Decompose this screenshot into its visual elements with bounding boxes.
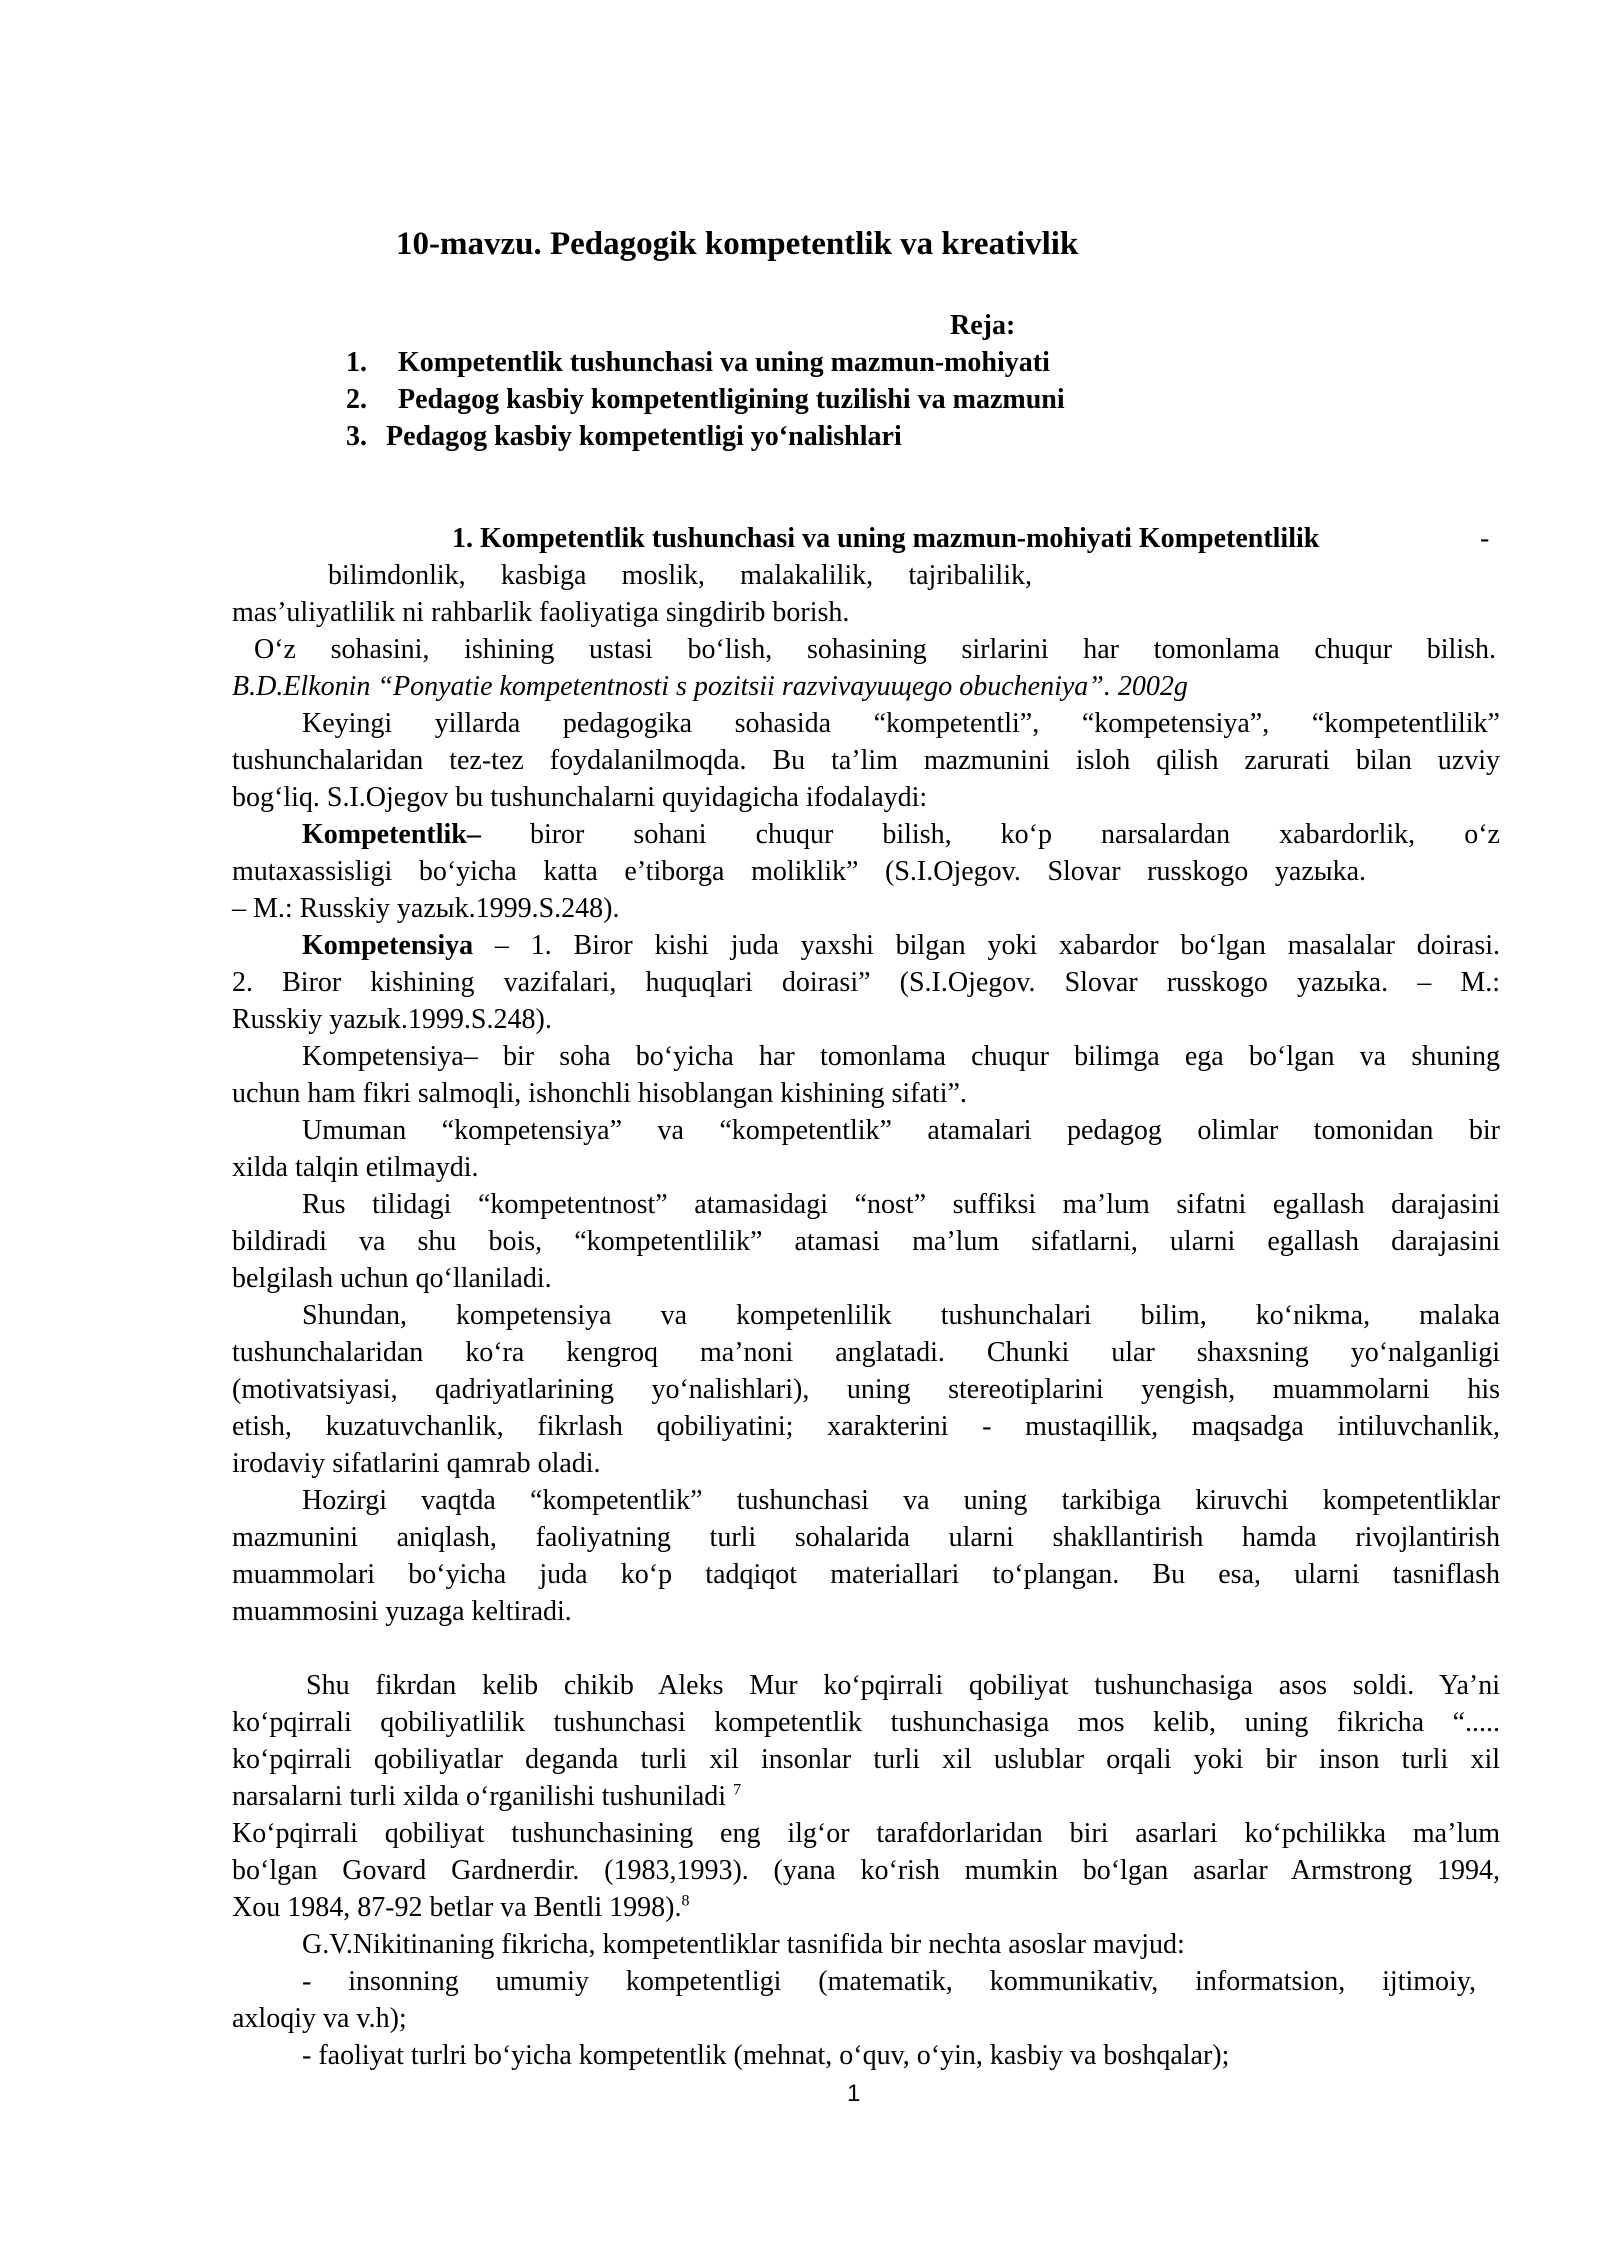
text-line: muammosini yuzaga keltiradi. [232, 1596, 572, 1627]
text-line: Rus tilidagi “kompetentnost” atamasidagi “nost” suffiksi ma’lum sifatni egallash darajasini [302, 1189, 1500, 1220]
citation: B.D.Elkonin “Ponyatie kompetentnosti s pozitsii razvivayuщego obucheniya”. 2002g [232, 671, 1188, 702]
text-line: Hozirgi vaqtda “kompetentlik” tushunchasi va uning tarkibiga kiruvchi kompetentliklar [302, 1485, 1500, 1516]
bullet-line: axloqiy va v.h); [232, 2003, 407, 2034]
text-line: ko‘pqirrali qobiliyatlilik tushunchasi kompetentlik tushunchasiga mos kelib, uning fikricha “..... [232, 1707, 1500, 1738]
plan-heading: Reja: [950, 310, 1016, 341]
text-line: Shu fikrdan kelib chikib Aleks Mur ko‘pqirrali qobiliyat tushunchasiga asos soldi. Ya’ni [306, 1670, 1500, 1701]
text-line: bilimdonlik, kasbiga moslik, malakalilik, tajribalilik, [328, 560, 1032, 591]
text-line: etish, kuzatuvchanlik, fikrlash qobiliyatini; xarakterini - mustaqillik, maqsadga intiluvchanlik, [232, 1411, 1500, 1442]
text-line: ko‘pqirrali qobiliyatlar deganda turli xil insonlar turli xil uslublar orqali yoki bir inson turli xil [232, 1744, 1500, 1775]
page-title: 10-mavzu. Pedagogik kompetentlik va kreativlik [396, 226, 1079, 262]
text-line: uchun ham fikri salmoqli, ishonchli hisoblangan kishining sifati”. [232, 1078, 967, 1109]
term: Kompetensiya [302, 930, 474, 961]
text-line: (motivatsiyasi, qadriyatlarining yo‘nalishlari), uning stereotiplarini yengish, muammolarni his [232, 1374, 1500, 1405]
text-line: bo‘lgan Govard Gardnerdir. (1983,1993). (yana ko‘rish mumkin bo‘lgan asarlar Armstrong 1994, [232, 1855, 1500, 1886]
plan-item-2 [346, 381, 1065, 418]
footnote-marker: 7 [733, 1781, 742, 1799]
text-line: Ko‘pqirrali qobiliyat tushunchasining eng ilg‘or tarafdorlaridan biri asarlari ko‘pchilikka ma’lum [232, 1818, 1500, 1849]
text-line: bog‘liq. S.I.Ojegov bu tushunchalarni quyidagicha ifodalaydi: [232, 782, 928, 813]
plan-item-text: Pedagog kasbiy kompetentligi yo‘nalishlari [386, 421, 902, 452]
definition-line: Kompetensiya – 1. Biror kishi juda yaxshi bilgan yoki xabardor bo‘lgan masalalar doirasi. [302, 930, 1500, 961]
text-line: – M.: Russkiy yazыk.1999.S.248). [232, 893, 620, 924]
term: Kompetentlik– [302, 819, 481, 850]
text-line: Shundan, kompetensiya va kompetenlilik tushunchalari bilim, ko‘nikma, malaka [302, 1300, 1500, 1331]
text-line: irodaviy sifatlarini qamrab oladi. [232, 1448, 601, 1479]
plan-item-3 [346, 418, 902, 455]
plan-item-number: 3. [346, 421, 367, 452]
text-line: Umuman “kompetensiya” va “kompetentlik” atamalari pedagog olimlar tomonidan bir [302, 1115, 1500, 1146]
text-line: O‘z sohasini, ishining ustasi bo‘lish, sohasining sirlarini har tomonlama chuqur bilish. [254, 634, 1496, 665]
bullet-line: - faoliyat turlri bo‘yicha kompetentlik (mehnat, o‘quv, o‘yin, kasbiy va boshqalar); [302, 2040, 1230, 2071]
text-line: tushunchalaridan tez-tez foydalanilmoqda. Bu ta’lim mazmunini isloh qilish zarurati bilan uzviy [232, 745, 1500, 776]
text-line: narsalarni turli xilda o‘rganilishi tushuniladi $^7$ [232, 1781, 742, 1812]
text-line: Russkiy yazыk.1999.S.248). [232, 1004, 552, 1035]
section-heading: 1. Kompetentlik tushunchasi va uning mazmun-mohiyati Kompetentlilik [452, 523, 1320, 554]
plan-item-1 [346, 344, 1050, 381]
text-line: muammolari bo‘yicha juda ko‘p tadqiqot materiallari to‘plangan. Bu esa, ularni tasniflash [232, 1559, 1500, 1590]
text-line: belgilash uchun qo‘llaniladi. [232, 1263, 552, 1294]
plan-item-text: Kompetentlik tushunchasi va uning mazmun-mohiyati [398, 347, 1050, 378]
plan-item-text: Pedagog kasbiy kompetentligining tuzilishi va mazmuni [398, 384, 1065, 415]
text-line: mutaxassisligi bo‘yicha katta e’tiborga moliklik” (S.I.Ojegov. Slovar russkogo yazыka. [232, 856, 1366, 887]
text-line: mas’uliyatlilik ni rahbarlik faoliyatiga singdirib borish. [232, 597, 850, 628]
text-line: Keyingi yillarda pedagogika sohasida “kompetentli”, “kompetensiya”, “kompetentlilik” [302, 708, 1500, 739]
plan-item-number: 1. [346, 347, 367, 378]
text-line: bildiradi va shu bois, “kompetentlilik” atamasi ma’lum sifatlarni, ularni egallash darajasini [232, 1226, 1500, 1257]
text-line: xilda talqin etilmaydi. [232, 1152, 479, 1183]
page-number: 1 [847, 2080, 861, 2107]
definition-line: Kompetentlik– biror sohani chuqur bilish, ko‘p narsalardan xabardorlik, o‘z [302, 819, 1500, 850]
footnote-marker: 8 [681, 1892, 690, 1910]
bullet-line: - insonning umumiy kompetentligi (matematik, kommunikativ, informatsion, ijtimoiy, [302, 1966, 1476, 1997]
text-line: G.V.Nikitinaning fikricha, kompetentliklar tasnifida bir nechta asoslar mavjud: [302, 1929, 1185, 1960]
text-line: 2. Biror kishining vazifalari, huquqlari doirasi” (S.I.Ojegov. Slovar russkogo yazыka. – M.: [232, 967, 1500, 998]
plan-item-number: 2. [346, 384, 367, 415]
text-line: Kompetensiya– bir soha bo‘yicha har tomonlama chuqur bilimga ega bo‘lgan va shuning [302, 1041, 1500, 1072]
section-heading-dash: - [1480, 523, 1490, 554]
text-line: mazmunini aniqlash, faoliyatning turli sohalarida ularni shakllantirish hamda rivojlantirish [232, 1522, 1500, 1553]
text-line: tushunchalaridan ko‘ra kengroq ma’noni anglatadi. Chunki ular shaxsning yo‘nalganligi [232, 1337, 1500, 1368]
text-line: Xou 1984, 87-92 betlar va Bentli 1998).$^8$ [232, 1892, 690, 1923]
